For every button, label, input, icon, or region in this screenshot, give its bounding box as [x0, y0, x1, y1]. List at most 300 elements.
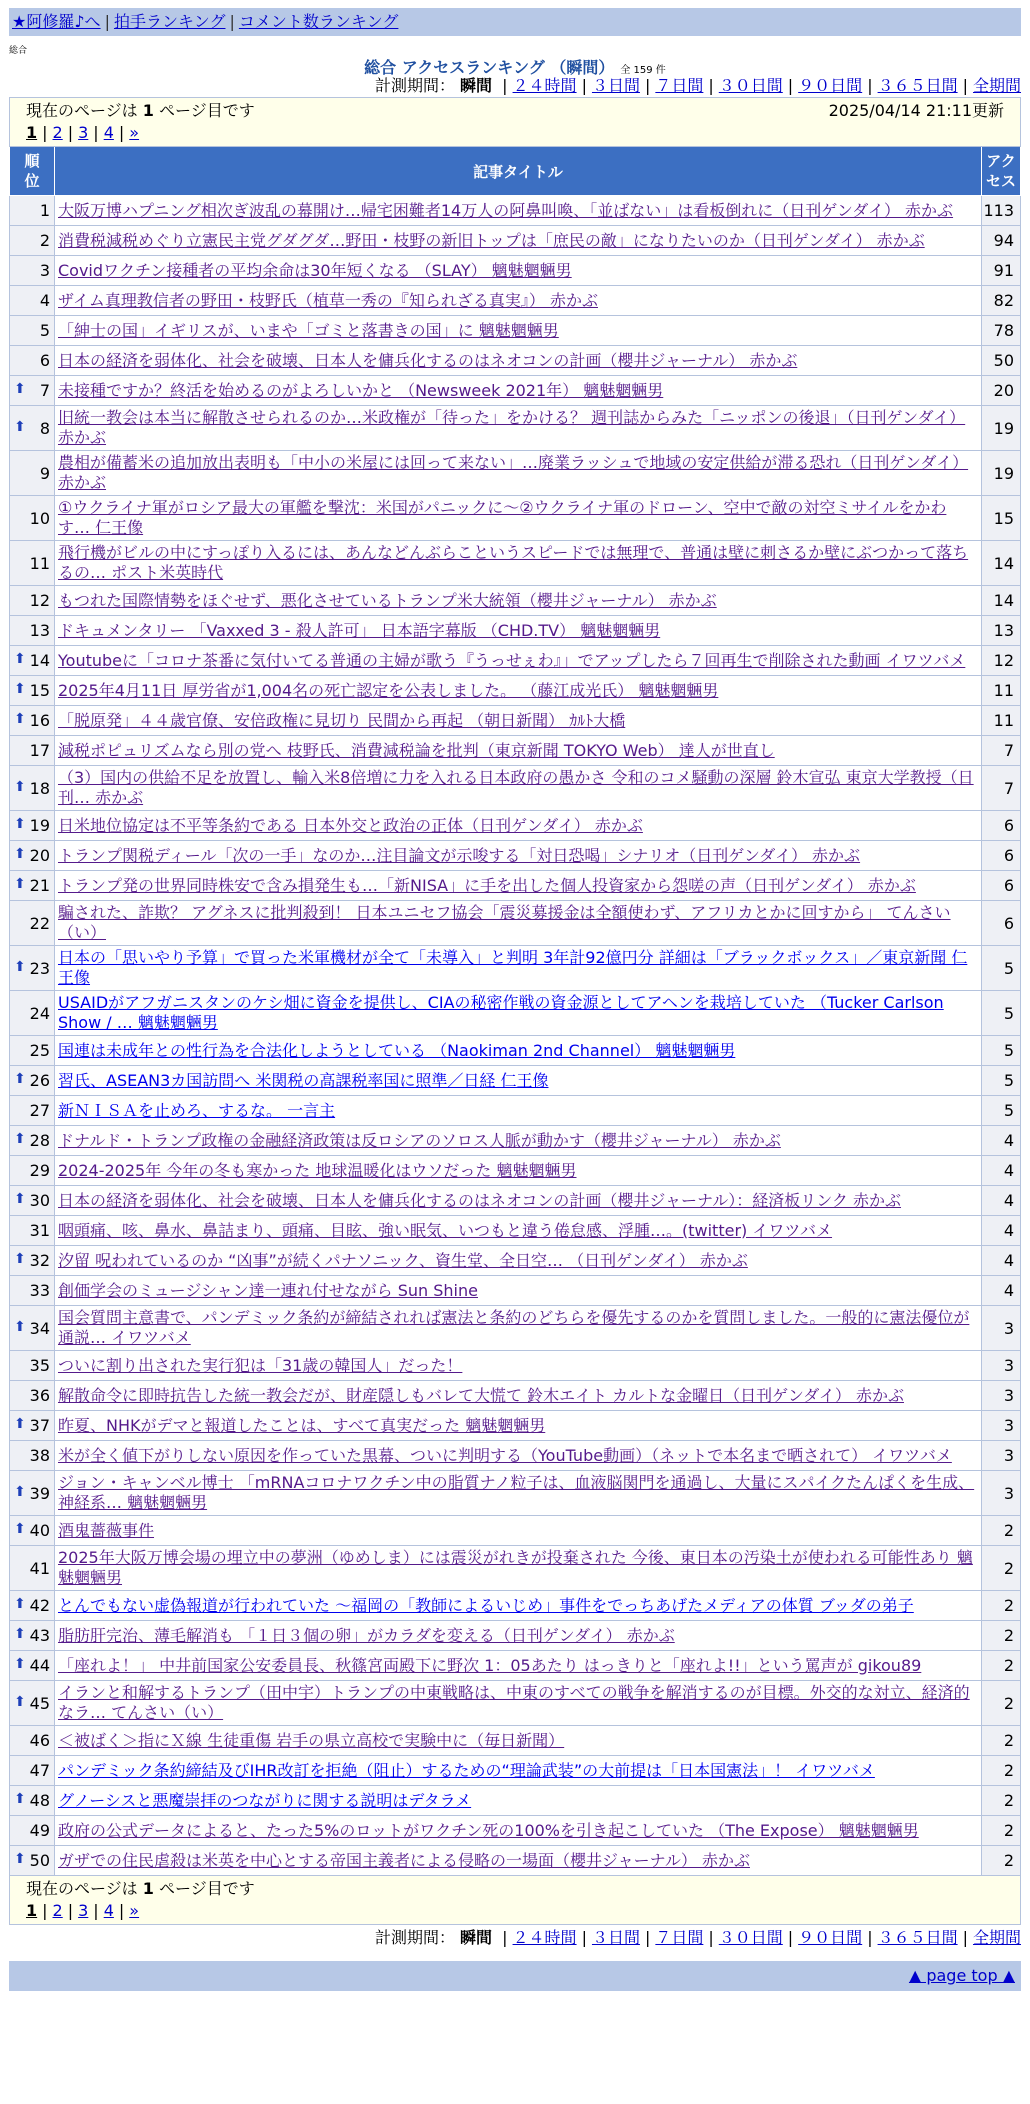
footer-bar	[9, 1961, 1021, 1991]
pager-separator: |	[93, 1901, 99, 1920]
table-row	[10, 1756, 1021, 1786]
pager-link[interactable]: 4	[103, 123, 114, 142]
access-count: 3	[982, 1471, 1021, 1516]
rank-number: 21	[29, 876, 50, 895]
rank-up-arrow-icon: ⬆	[14, 1596, 26, 1612]
pager-separator: |	[67, 1901, 74, 1920]
title-cell	[55, 841, 982, 871]
table-row	[10, 991, 1021, 1036]
article-link[interactable]: グノーシスと悪魔崇拝のつながりに関する説明はデタラメ	[58, 1790, 472, 1810]
article-link[interactable]: 2025年大阪万博会場の埋立中の夢洲（ゆめしま）には震災がれきが投棄された 今後、東日本の汚染土が使われる可能性あり 魑魅魍魎男	[58, 1548, 973, 1587]
title-cell	[55, 1651, 982, 1681]
table-row	[10, 736, 1021, 766]
rank-cell	[10, 1066, 55, 1096]
pager-link[interactable]: 4	[103, 1901, 114, 1920]
title-cell	[55, 676, 982, 706]
rank-up-arrow-icon: ⬆	[14, 1626, 26, 1642]
title-cell	[55, 541, 982, 586]
access-count: 6	[982, 901, 1021, 946]
title-cell	[55, 616, 982, 646]
rank-cell	[10, 766, 55, 811]
pager-separator: |	[93, 123, 99, 142]
period-separator: |	[962, 1928, 968, 1947]
period-link[interactable]: ７日間	[655, 76, 704, 95]
access-count: 12	[982, 646, 1021, 676]
info-cell-bottom	[10, 1876, 1021, 1925]
rank-number: 6	[39, 351, 50, 370]
page-info-line-bottom	[26, 1878, 1004, 1900]
rank-cell	[10, 1156, 55, 1186]
rank-number: 1	[39, 201, 50, 220]
rank-cell	[10, 1186, 55, 1216]
col-rank-label: 順位	[24, 152, 40, 190]
access-count: 6	[982, 811, 1021, 841]
home-link[interactable]: ★阿修羅♪へ	[12, 12, 101, 31]
article-link[interactable]: 酒鬼薔薇事件	[58, 1520, 155, 1540]
rank-cell	[10, 1681, 55, 1726]
pager-link[interactable]: 2	[52, 1901, 63, 1920]
table-row	[10, 286, 1021, 316]
title-cell	[55, 766, 982, 811]
rank-up-arrow-icon: ⬆	[14, 681, 26, 697]
period-separator: |	[962, 76, 968, 95]
rank-up-arrow-icon: ⬆	[14, 1251, 26, 1267]
rank-number: 5	[39, 321, 50, 340]
clap-ranking-link[interactable]: 拍手ランキング	[113, 12, 226, 31]
access-count: 82	[982, 286, 1021, 316]
table-row	[10, 406, 1021, 451]
title-cell	[55, 901, 982, 946]
title-cell	[55, 1441, 982, 1471]
rank-number: 20	[29, 846, 50, 865]
rank-number: 41	[29, 1558, 50, 1578]
article-link[interactable]: トランプ発の世界同時株安で含み損発生も…「新NISA」に手を出した個人投資家から怨嗟の声（日刊ゲンダイ） 赤かぶ	[58, 875, 916, 895]
rank-number: 45	[29, 1693, 50, 1713]
access-count: 14	[982, 541, 1021, 586]
rank-cell	[10, 1246, 55, 1276]
period-current: 瞬間	[460, 1928, 493, 1947]
title-cell	[55, 196, 982, 226]
title-cell	[55, 1096, 982, 1126]
article-link[interactable]: 旧統一教会は本当に解散させられるのか…米政権が「待った」をかける？ 週刊誌からみた「ニッポンの後退」（日刊ゲンダイ） 赤かぶ	[58, 408, 966, 447]
pager-separator: |	[42, 123, 48, 142]
pager-next-link[interactable]: »	[129, 1901, 140, 1920]
access-count: 4	[982, 1246, 1021, 1276]
article-link[interactable]: 「脱原発」４４歳官僚、安倍政権に見切り 民間から再起 （朝日新聞） ｶﾙﾄ大橋	[58, 710, 626, 730]
table-row	[10, 646, 1021, 676]
article-link[interactable]: トランプ関税ディール「次の一手」なのか…注目論文が示唆する「対日恐喝」シナリオ（日刊ゲンダイ） 赤かぶ	[58, 845, 861, 865]
access-count: 2	[982, 1651, 1021, 1681]
article-link[interactable]: 創価学会のミュージシャン達一連れ付せながら Sun Shine	[58, 1280, 478, 1300]
period-link[interactable]: ７日間	[655, 1928, 704, 1947]
article-link[interactable]: ジョン・キャンベル博士 「mRNAコロナワクチン中の脂質ナノ粒子は、血液脳関門を通過し、大量にスパイクたんぱくを生成、神経系… 魑魅魍魎男	[58, 1473, 975, 1512]
article-link[interactable]: ドキュメンタリー 「Vaxxed 3 - 殺人許可」 日本語字幕版 （CHD.TV） 魑魅魍魎男	[58, 620, 661, 640]
rank-number: 8	[39, 418, 50, 438]
period-separator: |	[581, 76, 587, 95]
rank-number: 49	[29, 1821, 50, 1840]
title-cell	[55, 496, 982, 541]
rank-number: 31	[29, 1221, 50, 1240]
pager-link[interactable]: 2	[52, 123, 63, 142]
article-link[interactable]: イランと和解するトランプ（田中宇）トランプの中東戦略は、中東のすべての戦争を解消するのが目標。外交的な対立、経済的なラ… てんさい（い）	[58, 1683, 970, 1722]
access-count: 3	[982, 1351, 1021, 1381]
period-label: 計測期間：	[374, 1928, 455, 1947]
title-cell	[55, 1306, 982, 1351]
period-link[interactable]: ３６５日間	[877, 76, 958, 95]
access-count: 2	[982, 1621, 1021, 1651]
rank-cell	[10, 1786, 55, 1816]
access-count: 6	[982, 871, 1021, 901]
rank-cell	[10, 1441, 55, 1471]
table-row	[10, 1246, 1021, 1276]
page-top-link[interactable]: ▲ page top ▲	[908, 1966, 1015, 1985]
pager-separator: |	[42, 1901, 48, 1920]
rank-cell	[10, 1351, 55, 1381]
pager-current: 1	[26, 123, 38, 142]
rank-number: 14	[29, 651, 50, 670]
rank-number: 47	[29, 1761, 50, 1780]
title-cell	[55, 406, 982, 451]
title-cell	[55, 376, 982, 406]
rank-cell	[10, 1381, 55, 1411]
rank-number: 50	[29, 1851, 50, 1870]
rank-up-arrow-icon: ⬆	[14, 1521, 26, 1537]
article-link[interactable]: 「座れよ！」 中井前国家公安委員長、秋篠宮両殿下に野次 1：05あたり はっきりと「座れよ!!」という罵声が gikou89	[58, 1655, 922, 1675]
col-access-label: アクセス	[985, 152, 1016, 190]
period-link[interactable]: ３６５日間	[877, 1928, 958, 1947]
rank-cell	[10, 1621, 55, 1651]
access-count: 4	[982, 1126, 1021, 1156]
title-cell	[55, 316, 982, 346]
article-link[interactable]: 汐留 呪われているのか “凶事”が続くパナソニック、資生堂、全日空… （日刊ゲンダイ） 赤かぶ	[58, 1250, 748, 1270]
article-link[interactable]: 2025年4月11日 厚労省が1,004名の死亡認定を公表しました。 （藤江成光氏） 魑魅魍魎男	[58, 680, 719, 700]
rank-cell	[10, 406, 55, 451]
article-link[interactable]: 国会質問主意書で、パンデミック条約が締結されれば憲法と条約のどちらを優先するのかを質問しました。一般的に憲法優位が通説… イワツバメ	[58, 1308, 970, 1347]
article-link[interactable]: ザイム真理教信者の野田・枝野氏（植草一秀の『知られざる真実』） 赤かぶ	[58, 290, 598, 310]
article-link[interactable]: 脂肪肝完治、薄毛解消も 「１日３個の卵」がカラダを変える（日刊ゲンダイ） 赤かぶ	[58, 1625, 675, 1645]
title-cell	[55, 1546, 982, 1591]
access-count: 7	[982, 736, 1021, 766]
period-selector-top	[9, 75, 1021, 97]
rank-cell	[10, 991, 55, 1036]
rank-up-arrow-icon: ⬆	[14, 711, 26, 727]
access-count: 2	[982, 1786, 1021, 1816]
period-link[interactable]: ２４時間	[512, 76, 577, 95]
period-link[interactable]: ９０日間	[798, 1928, 863, 1947]
ranking-table	[9, 97, 1021, 1925]
category-label: 総合	[9, 46, 28, 56]
access-count: 3	[982, 1381, 1021, 1411]
rank-number: 39	[29, 1483, 50, 1503]
rank-number: 35	[29, 1356, 50, 1375]
access-count: 15	[982, 496, 1021, 541]
pager-link[interactable]: 3	[78, 123, 89, 142]
period-link[interactable]: ３０日間	[718, 1928, 783, 1947]
rank-number: 17	[29, 741, 50, 760]
period-link[interactable]: ３日間	[591, 1928, 640, 1947]
rank-up-arrow-icon: ⬆	[14, 418, 26, 435]
access-count: 2	[982, 1681, 1021, 1726]
rank-number: 15	[29, 681, 50, 700]
rank-up-arrow-icon: ⬆	[14, 381, 26, 397]
access-count: 5	[982, 1096, 1021, 1126]
rank-cell	[10, 946, 55, 991]
rank-cell	[10, 706, 55, 736]
article-link[interactable]: Covidワクチン接種者の平均余命は30年短くなる （SLAY） 魑魅魍魎男	[58, 260, 572, 280]
pager-separator: |	[118, 123, 125, 142]
rank-number: 11	[29, 553, 50, 573]
article-link[interactable]: パンデミック条約締結及びIHR改訂を拒絶（阻止）するための“理論武装”の大前提は「日本国憲法」！ イワツバメ	[58, 1760, 875, 1780]
table-row	[10, 1591, 1021, 1621]
rank-cell	[10, 811, 55, 841]
article-link[interactable]: 日米地位協定は不平等条約である 日本外交と政治の正体（日刊ゲンダイ） 赤かぶ	[58, 815, 643, 835]
access-count: 3	[982, 1441, 1021, 1471]
rank-number: 40	[29, 1521, 50, 1540]
article-link[interactable]: 2024-2025年 今年の冬も寒かった 地球温暖化はウソだった 魑魅魍魎男	[58, 1160, 577, 1180]
page-info-bottom	[26, 1878, 255, 1900]
table-row	[10, 1306, 1021, 1351]
rank-up-arrow-icon: ⬆	[14, 1851, 26, 1867]
table-row	[10, 1036, 1021, 1066]
article-link[interactable]: 米が全く値下がりしない原因を作っていた黒幕、ついに判明する（YouTube動画）（ネットで本名まで晒されて） イワツバメ	[58, 1445, 952, 1465]
title-cell	[55, 1786, 982, 1816]
article-link[interactable]: 解散命令に即時抗告した統一教会だが、財産隠しもバレて大慌て 鈴木エイト カルトな金曜日（日刊ゲンダイ） 赤かぶ	[58, 1385, 904, 1405]
page-info-number: 1	[142, 1879, 154, 1898]
table-row	[10, 1651, 1021, 1681]
title-cell	[55, 946, 982, 991]
article-link[interactable]: 日本の経済を弱体化、社会を破壊、日本人を傭兵化するのはネオコンの計画（櫻井ジャーナル）：経済板リンク 赤かぶ	[58, 1190, 902, 1210]
title-cell	[55, 1186, 982, 1216]
article-link[interactable]: 大阪万博ハプニング相次ぎ波乱の幕開け…帰宅困難者14万人の阿鼻叫喚、「並ばない」は看板倒れに（日刊ゲンダイ） 赤かぶ	[58, 200, 954, 220]
access-count: 13	[982, 616, 1021, 646]
title-cell	[55, 451, 982, 496]
table-row	[10, 946, 1021, 991]
rank-cell	[10, 586, 55, 616]
page-info-number: 1	[142, 101, 154, 120]
pager-current: 1	[26, 1901, 38, 1920]
title-cell	[55, 1471, 982, 1516]
period-separator: |	[644, 76, 651, 95]
page-info	[26, 100, 255, 122]
rank-number: 25	[29, 1041, 50, 1060]
access-count: 2	[982, 1756, 1021, 1786]
period-links	[497, 1928, 1021, 1947]
title-cell	[55, 1381, 982, 1411]
access-count: 5	[982, 1036, 1021, 1066]
period-label: 計測期間：	[374, 76, 455, 95]
article-link[interactable]: 咽頭痛、咳、鼻水、鼻詰まり、頭痛、目眩、強い眠気、いつもと違う倦怠感、浮腫…。(twitter) イワツバメ	[58, 1220, 833, 1240]
title-cell	[55, 1681, 982, 1726]
table-row	[10, 706, 1021, 736]
access-count: 2	[982, 1591, 1021, 1621]
title-cell	[55, 1591, 982, 1621]
rank-cell	[10, 841, 55, 871]
title-cell	[55, 646, 982, 676]
article-link[interactable]: 減税ポピュリズムなら別の党へ 枝野氏、消費減税論を批判（東京新聞 TOKYO Web） 達人が世直し	[58, 740, 775, 760]
rank-number: 30	[29, 1191, 50, 1210]
period-link[interactable]: ９０日間	[798, 76, 863, 95]
rank-cell	[10, 541, 55, 586]
rank-cell	[10, 1096, 55, 1126]
article-link[interactable]: Youtubeに「コロナ茶番に気付いてる普通の主婦が歌う『うっせぇわ』」でアップしたら７回再生で削除された動画 イワツバメ	[58, 650, 966, 670]
table-row	[10, 1096, 1021, 1126]
table-row	[10, 811, 1021, 841]
table-row	[10, 676, 1021, 706]
title-cell	[55, 1816, 982, 1846]
article-link[interactable]: 「紳士の国」イギリスが、いまや「ゴミと落書きの国」に 魑魅魍魎男	[58, 320, 559, 340]
info-cell-top	[10, 98, 1021, 147]
table-row	[10, 586, 1021, 616]
nav-separator: |	[229, 12, 235, 31]
title-cell	[55, 1516, 982, 1546]
article-link[interactable]: 未接種ですか？終活を始めるのがよろしいかと （Newsweek 2021年） 魑魅魍魎男	[58, 380, 664, 400]
rank-up-arrow-icon: ⬆	[14, 1191, 26, 1207]
article-link[interactable]: ドナルド・トランプ政権の金融経済政策は反ロシアのソロス人脈が動かす（櫻井ジャーナル） 赤かぶ	[58, 1130, 781, 1150]
title-cell	[55, 286, 982, 316]
article-link[interactable]: 農相が備蓄米の追加放出表明も「中小の米屋には回って来ない」…廃業ラッシュで地域の安定供給が滞る恐れ（日刊ゲンダイ） 赤かぶ	[58, 453, 969, 492]
title-cell	[55, 991, 982, 1036]
article-link[interactable]: 国連は未成年との性行為を合法化しようとしている （Naokiman 2nd Channel） 魑魅魍魎男	[58, 1040, 736, 1060]
rank-cell	[10, 376, 55, 406]
col-title-header: 記事タイトル	[55, 147, 982, 196]
access-count: 113	[982, 196, 1021, 226]
comment-ranking-link[interactable]: コメント数ランキング	[238, 12, 399, 31]
pager-separator: |	[67, 123, 74, 142]
period-link[interactable]: 全期間	[972, 76, 1021, 95]
period-separator: |	[708, 76, 714, 95]
access-count: 2	[982, 1816, 1021, 1846]
access-count: 5	[982, 991, 1021, 1036]
rank-up-arrow-icon: ⬆	[14, 778, 26, 795]
rank-number: 4	[39, 291, 50, 310]
rank-number: 22	[29, 913, 50, 933]
title-cell	[55, 1036, 982, 1066]
table-row	[10, 871, 1021, 901]
rank-number: 3	[39, 261, 50, 280]
article-link[interactable]: 習氏、ASEAN3カ国訪問へ 米関税の高課税率国に照準／日経 仁王像	[58, 1070, 549, 1090]
rank-cell	[10, 1651, 55, 1681]
article-link[interactable]: （3）国内の供給不足を放置し、輸入米8倍増に力を入れる日本政府の愚かさ 令和のコメ騒動の深層 鈴木宣弘 東京大学教授（日刊… 赤かぶ	[58, 768, 974, 807]
rank-number: 34	[29, 1318, 50, 1338]
table-row	[10, 1621, 1021, 1651]
article-link[interactable]: とんでもない虚偽報道が行われていた ～福岡の「教師によるいじめ」事件をでっちあげたメディアの体質 ブッダの弟子	[58, 1595, 914, 1615]
period-selector-bottom	[9, 1927, 1021, 1949]
period-separator: |	[867, 1928, 873, 1947]
rank-number: 37	[29, 1416, 50, 1435]
article-link[interactable]: 昨夏、NHKがデマと報道したことは、すべて真実だった 魑魅魍魎男	[58, 1415, 546, 1435]
rank-cell	[10, 1306, 55, 1351]
rank-cell	[10, 1126, 55, 1156]
col-rank-header	[10, 147, 55, 196]
article-link[interactable]: 日本の経済を弱体化、社会を破壊、日本人を傭兵化するのはネオコンの計画（櫻井ジャーナル） 赤かぶ	[58, 350, 798, 370]
access-count: 2	[982, 1546, 1021, 1591]
article-link[interactable]: ガザでの住民虐殺は米英を中心とする帝国主義者による侵略の一場面（櫻井ジャーナル） 赤かぶ	[58, 1850, 750, 1870]
article-link[interactable]: 消費税減税めぐり立憲民主党グダグダ…野田・枝野の新旧トップは「庶民の敵」になりたいのか（日刊ゲンダイ） 赤かぶ	[58, 230, 925, 250]
article-link[interactable]: USAIDがアフガニスタンのケシ畑に資金を提供し、CIAの秘密作戦の資金源としてアヘンを栽培していた （Tucker Carlson Show / … 魑魅魍魎男	[58, 993, 944, 1032]
page-info-prefix: 現在のページは	[26, 1879, 143, 1898]
table-row	[10, 1846, 1021, 1876]
table-row	[10, 496, 1021, 541]
pager-bottom	[26, 1900, 1004, 1922]
pager-link[interactable]: 3	[78, 1901, 89, 1920]
period-link[interactable]: 全期間	[972, 1928, 1021, 1947]
rank-up-arrow-icon: ⬆	[14, 846, 26, 862]
rank-number: 18	[29, 778, 50, 798]
access-count: 19	[982, 451, 1021, 496]
title-cell	[55, 871, 982, 901]
rank-number: 9	[39, 463, 50, 483]
rank-cell	[10, 1846, 55, 1876]
col-access-header	[982, 147, 1021, 196]
period-link[interactable]: ２４時間	[512, 1928, 577, 1947]
title-cell	[55, 1066, 982, 1096]
period-separator: |	[787, 1928, 794, 1947]
article-link[interactable]: ①ウクライナ軍がロシア最大の軍艦を撃沈：米国がパニックに～②ウクライナ軍のドローン、空中で敵の対空ミサイルをかわす… 仁王像	[58, 498, 947, 537]
rank-up-arrow-icon: ⬆	[14, 1693, 26, 1710]
table-row	[10, 1471, 1021, 1516]
rank-cell	[10, 196, 55, 226]
article-link[interactable]: 新ＮＩＳＡを止めろ、するな。 一言主	[58, 1100, 336, 1120]
table-row	[10, 256, 1021, 286]
access-count: 5	[982, 1066, 1021, 1096]
updated-time: 2025/04/14 21:11更新	[828, 101, 1004, 120]
rank-up-arrow-icon: ⬆	[14, 651, 26, 667]
access-count: 3	[982, 1411, 1021, 1441]
access-count: 4	[982, 1156, 1021, 1186]
access-count: 2	[982, 1726, 1021, 1756]
period-link[interactable]: ３日間	[591, 76, 640, 95]
article-link[interactable]: ついに割り出された実行犯は「31歳の韓国人」だった！	[58, 1355, 463, 1375]
pager-next-link[interactable]: »	[129, 123, 140, 142]
article-link[interactable]: 飛行機がビルの中にすっぽり入るには、あんなどんぶらこというスピードでは無理で、普通は壁に刺さるか壁にぶつかって落ちるの… ポスト米英時代	[58, 543, 969, 582]
rank-up-arrow-icon: ⬆	[14, 1656, 26, 1672]
period-link[interactable]: ３０日間	[718, 76, 783, 95]
rank-number: 19	[29, 816, 50, 835]
article-link[interactable]: もつれた国際情勢をほぐせず、悪化させているトランプ米大統領（櫻井ジャーナル） 赤かぶ	[58, 590, 717, 610]
access-count: 20	[982, 376, 1021, 406]
title-cell	[55, 1411, 982, 1441]
access-count: 50	[982, 346, 1021, 376]
rank-number: 46	[29, 1731, 50, 1750]
access-count: 91	[982, 256, 1021, 286]
rank-cell	[10, 1591, 55, 1621]
rank-cell	[10, 1276, 55, 1306]
ranking-rows	[10, 196, 1021, 1876]
access-count: 94	[982, 226, 1021, 256]
title-cell	[55, 1156, 982, 1186]
article-link[interactable]: 政府の公式データによると、たった5%のロットがワクチン死の100%を引き起こしていた （The Expose） 魑魅魍魎男	[58, 1820, 919, 1840]
rank-up-arrow-icon: ⬆	[14, 1318, 26, 1335]
title-cell	[55, 1726, 982, 1756]
title-cell	[55, 706, 982, 736]
article-link[interactable]: ＜被ばく＞指にＸ線 生徒重傷 岩手の県立高校で実験中に（毎日新聞）	[58, 1730, 565, 1750]
rank-cell	[10, 616, 55, 646]
rank-cell	[10, 256, 55, 286]
article-link[interactable]: 日本の「思いやり予算」で買った米軍機材が全て「未導入」と判明 3年計92億円分 詳細は「ブラックボックス」／東京新聞 仁王像	[58, 948, 968, 987]
rank-cell	[10, 1216, 55, 1246]
rank-number: 29	[29, 1161, 50, 1180]
access-count: 4	[982, 1216, 1021, 1246]
article-link[interactable]: 騙された、詐欺？ アグネスに批判殺到！ 日本ユニセフ協会「震災募援金は全額使わず、アフリカとかに回すから」 てんさい（い）	[58, 903, 951, 942]
period-separator: |	[502, 1928, 508, 1947]
access-count: 3	[982, 1306, 1021, 1351]
table-row	[10, 1156, 1021, 1186]
title-cell	[55, 1846, 982, 1876]
rank-cell	[10, 451, 55, 496]
title-cell	[55, 1756, 982, 1786]
access-count: 4	[982, 1186, 1021, 1216]
rank-cell	[10, 496, 55, 541]
